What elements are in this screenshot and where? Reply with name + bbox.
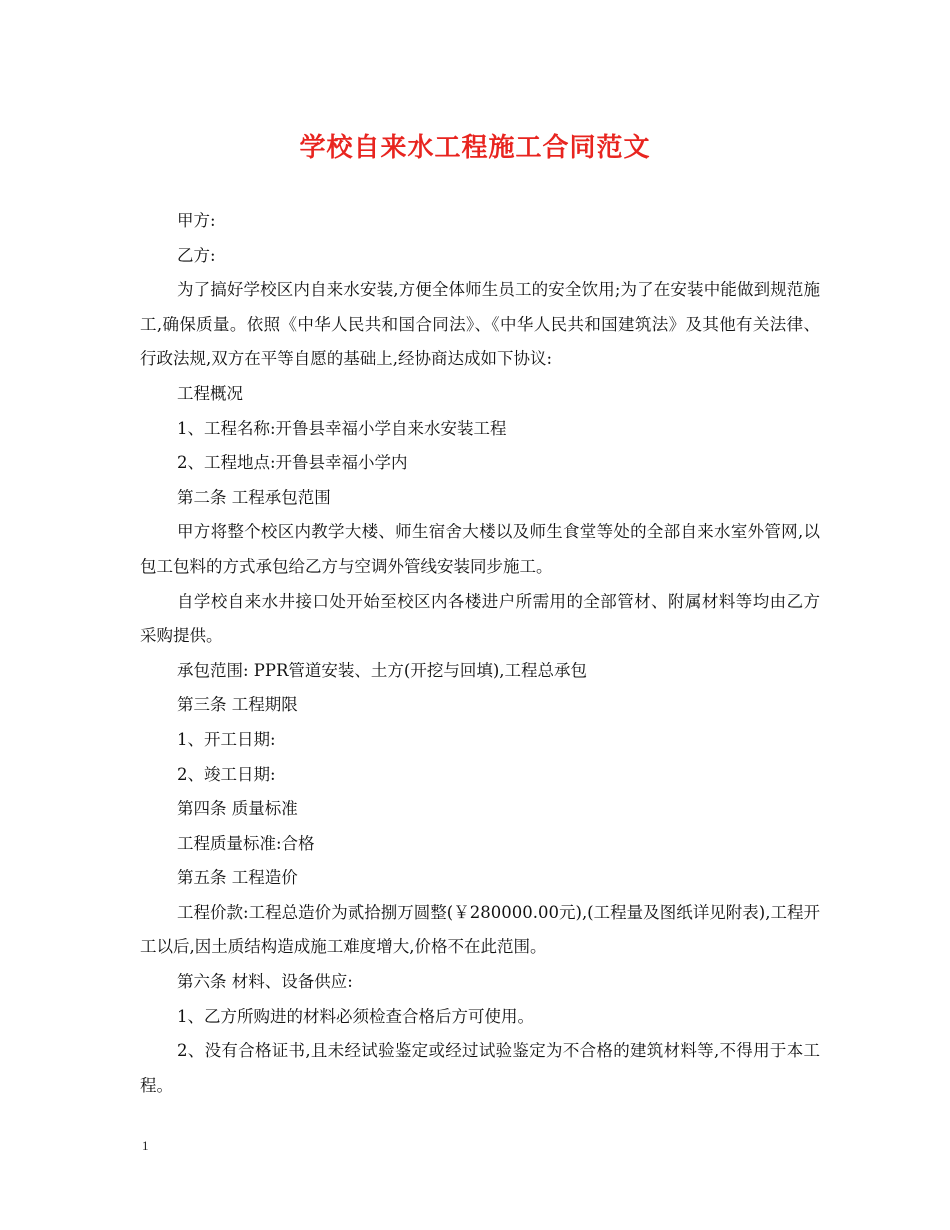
article-6-heading: 第六条 材料、设备供应: — [177, 972, 353, 992]
materials-check-line: 1、乙方所购进的材料必须检查合格后方可使用。 — [177, 1006, 534, 1026]
start-date-line: 1、开工日期: — [177, 729, 276, 749]
document-body — [140, 204, 820, 1103]
party-b-line: 乙方: — [177, 245, 216, 265]
article-3-heading: 第三条 工程期限 — [177, 695, 298, 715]
project-price-paragraph: 工程价款:工程总造价为贰拾捌万圆整(￥280000.00元),(工程量及图纸详见附表),工程开工以后,因土质结构造成施工难度增大,价格不在此范围。 — [140, 902, 820, 957]
project-name-line: 1、工程名称:开鲁县幸福小学自来水安装工程 — [177, 418, 507, 438]
article-5-heading: 第五条 工程造价 — [177, 868, 298, 888]
materials-supply-paragraph: 自学校自来水井接口处开始至校区内各楼进户所需用的全部管材、附属材料等均由乙方采购提供。 — [140, 591, 820, 646]
document-title: 学校自来水工程施工合同范文 — [299, 133, 651, 163]
contract-scope-line: 承包范围: PPR管道安装、土方(开挖与回填),工程总承包 — [177, 660, 588, 680]
completion-date-line: 2、竣工日期: — [177, 764, 276, 784]
project-location-line: 2、工程地点:开鲁县幸福小学内 — [177, 453, 408, 473]
article-2-heading: 第二条 工程承包范围 — [177, 487, 331, 507]
article-4-heading: 第四条 质量标准 — [177, 799, 298, 819]
page-number: 1 — [142, 1138, 149, 1153]
unqualified-materials-paragraph: 2、没有合格证书,且未经试验鉴定或经过试验鉴定为不合格的建筑材料等,不得用于本工程。 — [140, 1041, 820, 1095]
quality-standard-line: 工程质量标准:合格 — [177, 833, 315, 853]
party-a-line: 甲方: — [177, 211, 216, 230]
preamble-paragraph: 为了搞好学校区内自来水安装,方便全体师生员工的安全饮用;为了在安装中能做到规范施工,确保质量。依照《中华人民共和国合同法》、《中华人民共和国建筑法》及其他有关法律、行政法规,双方在平等自愿的基础上,经协商达成如下协议: — [140, 280, 820, 369]
scope-paragraph: 甲方将整个校区内教学大楼、师生宿舍大楼以及师生食堂等处的全部自来水室外管网,以包工包料的方式承包给乙方与空调外管线安装同步施工。 — [140, 522, 820, 576]
section-heading-overview: 工程概况 — [177, 383, 243, 403]
